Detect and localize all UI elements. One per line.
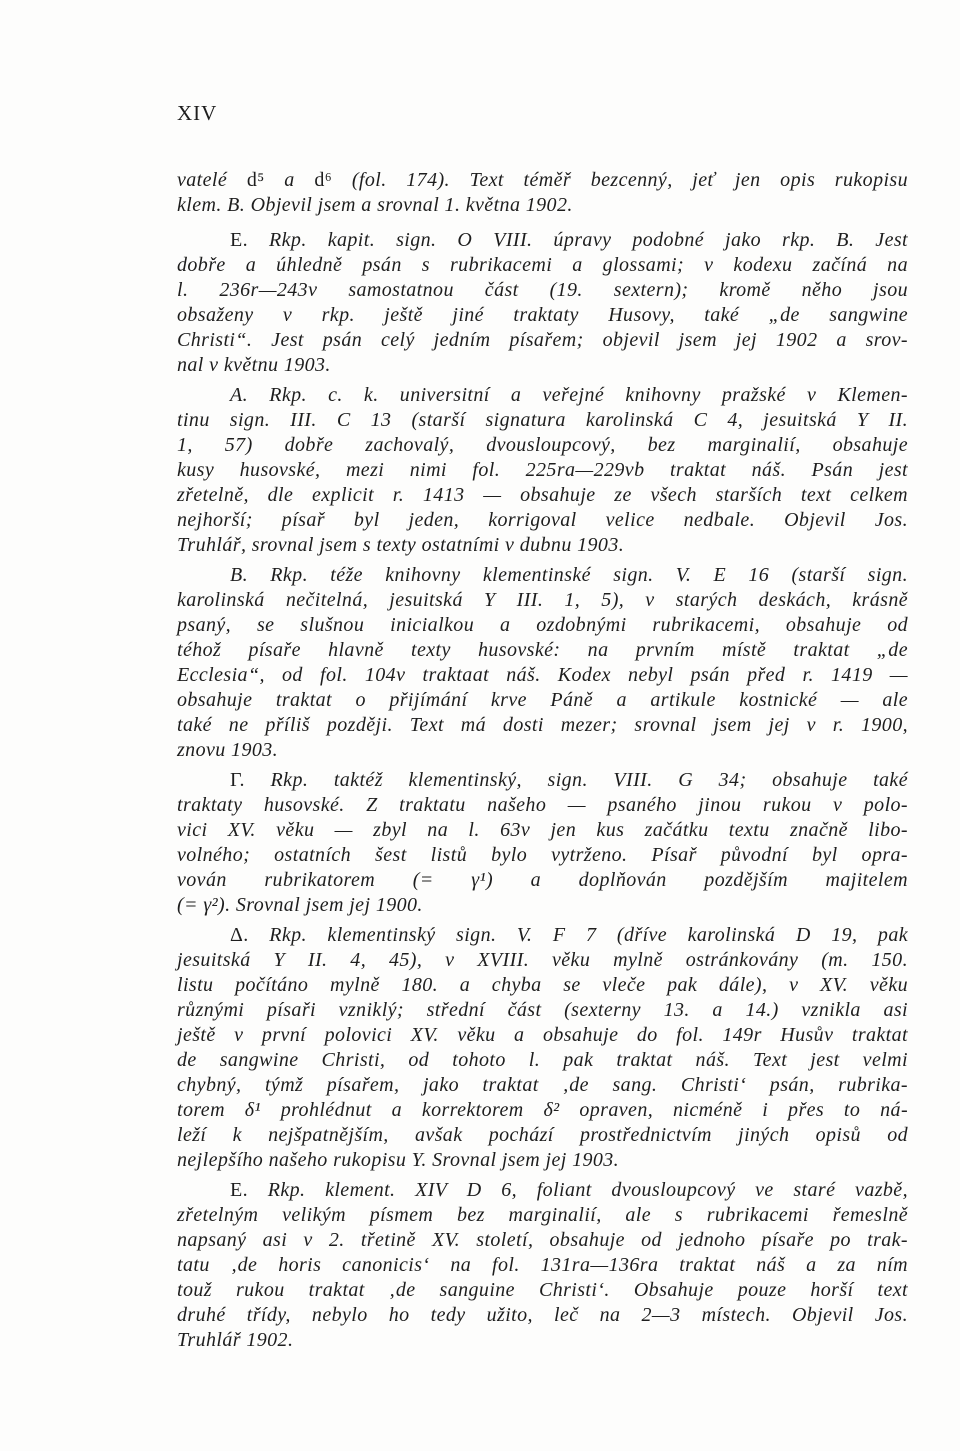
italic-text: Rkp. kapit. sign. O VIII. úpravy podobné jako rkp. B. Jest — [248, 229, 908, 251]
text-line — [177, 738, 908, 763]
italic-text: kusy husovské, mezi nimi fol. 225ra—229vb traktat náš. Psán jest — [177, 459, 908, 481]
text-line — [177, 638, 908, 663]
text-line — [177, 588, 908, 613]
italic-text: také ne příliš později. Text má dosti mezer; srovnal jsem jej v r. 1900, — [177, 714, 908, 736]
text-line — [177, 843, 908, 868]
text-line — [177, 433, 908, 458]
text-line — [177, 1228, 908, 1253]
text-line — [177, 948, 908, 973]
italic-text: vici XV. věku — zbyl na l. 63v jen kus začátku textu značně libo- — [177, 819, 908, 841]
italic-text: a — [264, 169, 315, 191]
text-line — [177, 768, 908, 793]
italic-text: Truhlář, srovnal jsem s texty ostatními v dubnu 1903. — [177, 534, 625, 556]
text-line — [177, 818, 908, 843]
italic-text: (= γ²). Srovnal jsem jej 1900. — [177, 894, 423, 916]
page-number: XIV — [177, 101, 218, 125]
italic-text: Rkp. klement. XIV D 6, foliant dvousloupcový ve staré vazbě, — [248, 1179, 908, 1201]
text-line — [177, 253, 908, 278]
paragraph — [177, 383, 908, 558]
italic-text: volného; ostatních šest listů bylo vytrženo. Písař původní byl opra- — [177, 844, 908, 866]
upright-text: d⁶ — [314, 169, 333, 191]
text-line — [177, 893, 908, 918]
text-line — [177, 613, 908, 638]
italic-text: druhé třídy, nebylo ho tedy užito, leč na 2—3 místech. Objevil Jos. — [177, 1304, 908, 1326]
upright-text: Γ. — [230, 769, 245, 791]
text-line — [177, 383, 908, 408]
text-line — [177, 353, 908, 378]
italic-text: leží k nejšpatnějším, avšak pochází prostřednictvím jiných opisů od — [177, 1124, 908, 1146]
text-line — [177, 1098, 908, 1123]
text-line — [177, 1123, 908, 1148]
italic-text: napsaný asi v 2. třetině XV. století, obsahuje od jednoho písaře po trak- — [177, 1229, 908, 1251]
body-text — [177, 168, 908, 1353]
italic-text: dobře a úhledně psán s rubrikacemi a glossami; v kodexu začíná na — [177, 254, 908, 276]
text-line — [177, 1203, 908, 1228]
italic-text: vován rubrikatorem (= γ¹) a doplňován pozdějším majitelem — [177, 869, 908, 891]
paragraph — [177, 768, 908, 918]
italic-text: A. Rkp. c. k. universitní a veřejné knihovny pražské v Klemen- — [230, 384, 908, 406]
upright-text: Δ. — [230, 924, 249, 946]
italic-text: torem δ¹ prohlédnut a korrektorem δ² opraven, nicméně i přes to ná- — [177, 1099, 908, 1121]
italic-text: B. Rkp. téže knihovny klementinské sign. V. E 16 (starší sign. — [230, 564, 908, 586]
italic-text: traktaty husovské. Z traktatu našeho — psaného jinou rukou v polo- — [177, 794, 908, 816]
text-line — [177, 508, 908, 533]
italic-text: psaný, se slušnou inicialkou a ozdobnými rubrikacemi, obsahuje od — [177, 614, 908, 636]
text-line — [177, 533, 908, 558]
italic-text: touž rukou traktat ‚de sanguine Christi‘. Obsahuje pouze horší text — [177, 1279, 908, 1301]
italic-text: ještě v první polovici XV. věku a obsahuje do fol. 149r Husův traktat — [177, 1024, 908, 1046]
text-line — [177, 663, 908, 688]
italic-text: zřetelně, dle explicit r. 1413 — obsahuje ze všech starších text celkem — [177, 484, 908, 506]
text-line — [177, 923, 908, 948]
italic-text: (fol. 174). Text téměř bezcenný, jeť jen opis rukopisu — [332, 169, 909, 191]
text-line — [177, 1278, 908, 1303]
italic-text: Truhlář 1902. — [177, 1329, 294, 1351]
text-line — [177, 998, 908, 1023]
italic-text: listu počítáno mylně 180. a chyba se vleče pak dále), v XV. věku — [177, 974, 908, 996]
italic-text: zřetelným velikým písmem bez marginalií, ale s rubrikacemi řemeslně — [177, 1204, 908, 1226]
text-line — [177, 1148, 908, 1173]
text-line — [177, 458, 908, 483]
text-line — [177, 328, 908, 353]
text-line — [177, 868, 908, 893]
upright-text: E. — [230, 1179, 249, 1201]
text-line — [177, 713, 908, 738]
text-line — [177, 1328, 908, 1353]
italic-text: jesuitská Y II. 4, 45), v XVIII. věku mylně ostránkovány (m. 150. — [177, 949, 908, 971]
italic-text: tatu ‚de horis canonicis‘ na fol. 131ra—136ra traktat náš a za ním — [177, 1254, 908, 1276]
text-line — [177, 408, 908, 433]
italic-text: Christi“. Jest psán celý jedním písařem; objevil jsem jej 1902 a srov- — [177, 329, 908, 351]
italic-text: téhož písaře hlavně texty husovské: na prvním místě traktat „de — [177, 639, 908, 661]
italic-text: obsaženy v rkp. ještě jiné traktaty Husovy, také „de sangwine — [177, 304, 908, 326]
paragraph — [177, 923, 908, 1173]
italic-text: nal v květnu 1903. — [177, 354, 331, 376]
text-line — [177, 973, 908, 998]
text-line — [177, 563, 908, 588]
text-line — [177, 193, 908, 218]
text-line — [177, 1023, 908, 1048]
paragraph — [177, 168, 908, 218]
text-line — [177, 1253, 908, 1278]
text-line — [177, 483, 908, 508]
paragraph — [177, 563, 908, 763]
paragraph — [177, 1178, 908, 1353]
italic-text: nejlepšího našeho rukopisu Y. Srovnal jsem jej 1903. — [177, 1149, 620, 1171]
italic-text: různými písaři vzniklý; střední část (sexterny 13. a 14.) vznikla asi — [177, 999, 908, 1021]
upright-text: E. — [230, 229, 249, 251]
text-line — [177, 688, 908, 713]
italic-text: chybný, týmž písařem, jako traktat ‚de sang. Christi‘ psán, rubrika- — [177, 1074, 908, 1096]
text-line — [177, 793, 908, 818]
text-line — [177, 1073, 908, 1098]
upright-text: d⁵ — [246, 169, 265, 191]
text-line — [177, 1178, 908, 1203]
italic-text: de sangwine Christi, od tohoto l. pak traktat náš. Text jest velmi — [177, 1049, 908, 1071]
text-line — [177, 228, 908, 253]
text-line — [177, 303, 908, 328]
italic-text: vatelé — [177, 169, 247, 191]
italic-text: znovu 1903. — [177, 739, 279, 761]
text-line — [177, 1048, 908, 1073]
italic-text: karolinská nečitelná, jesuitská Y III. 1, 5), v starých deskách, krásně — [177, 589, 908, 611]
italic-text: Rkp. klementinský sign. V. F 7 (dříve karolinská D 19, pak — [248, 924, 908, 946]
italic-text: tinu sign. III. C 13 (starší signatura karolinská C 4, jesuitská Y II. — [177, 409, 908, 431]
text-line — [177, 278, 908, 303]
italic-text: nejhorší; písař byl jeden, korrigoval velice nedbale. Objevil Jos. — [177, 509, 908, 531]
italic-text: klem. B. Objevil jsem a srovnal 1. května 1902. — [177, 194, 573, 216]
italic-text: Rkp. taktéž klementinský, sign. VIII. G 34; obsahuje také — [244, 769, 908, 791]
paragraph — [177, 228, 908, 378]
italic-text: Ecclesia“, od fol. 104v traktaat náš. Kodex nebyl psán před r. 1419 — — [177, 664, 908, 686]
italic-text: 1, 57) dobře zachovalý, dvousloupcový, bez marginalií, obsahuje — [177, 434, 908, 456]
text-line — [177, 168, 908, 193]
italic-text: l. 236r—243v samostatnou část (19. sextern); kromě něho jsou — [177, 279, 908, 301]
text-line — [177, 1303, 908, 1328]
italic-text: obsahuje traktat o přijímání krve Páně a artikule kostnické — ale — [177, 689, 908, 711]
